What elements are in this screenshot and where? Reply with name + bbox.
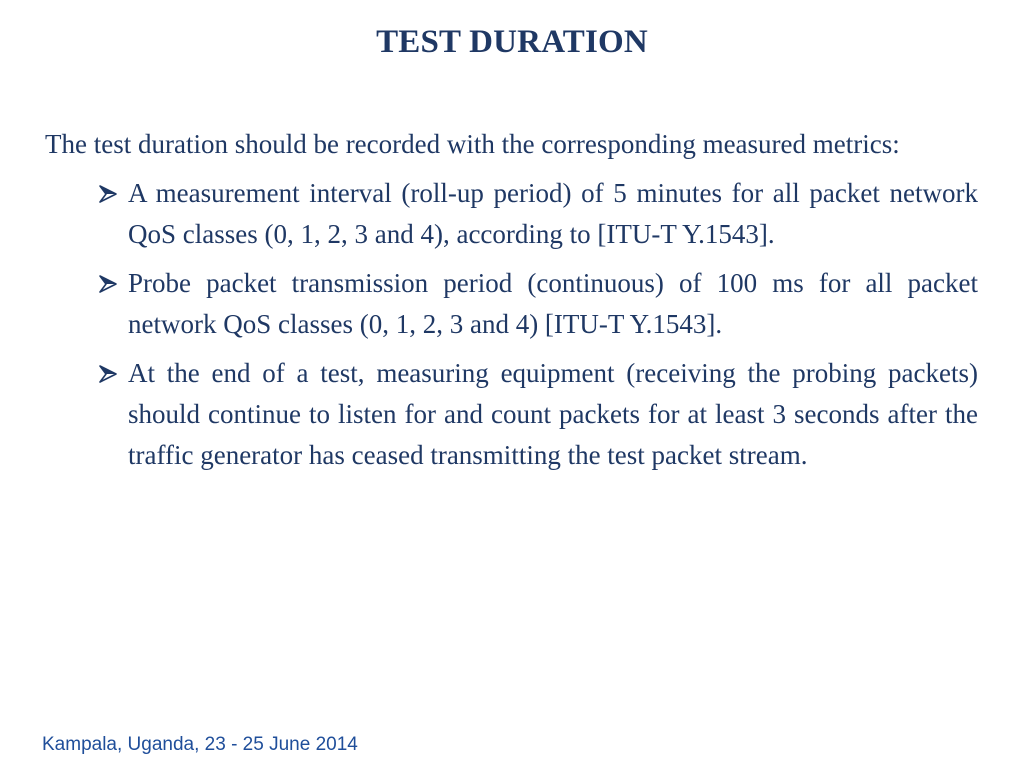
bullet-text: At the end of a test, measuring equipment (receiving the probing packets) should continue to listen for and count packets for at least 3 seconds after the traffic generator has ceased transmitting the test packet stream. [128,358,978,470]
bullet-item [128,173,978,255]
bullet-item [128,353,978,476]
bullet-text: Probe packet transmission period (continuous) of 100 ms for all packet network QoS classes (0, 1, 2, 3 and 4) [ITU-T Y.1543]. [128,268,978,339]
slide-title: TEST DURATION [376,24,648,60]
arrow-bullet-icon [97,184,119,204]
intro-paragraph: The test duration should be recorded with the corresponding measured metrics: [45,129,900,159]
arrow-bullet-icon [97,364,119,384]
bullet-text: A measurement interval (roll-up period) of 5 minutes for all packet network QoS classes (0, 1, 2, 3 and 4), according to [ITU-T Y.1543]. [128,178,978,249]
bullet-list [45,173,978,476]
slide-body [45,124,978,484]
bullet-item [128,263,978,345]
footer-text: Kampala, Uganda, 23 - 25 June 2014 [42,734,358,755]
arrow-bullet-icon [97,274,119,294]
